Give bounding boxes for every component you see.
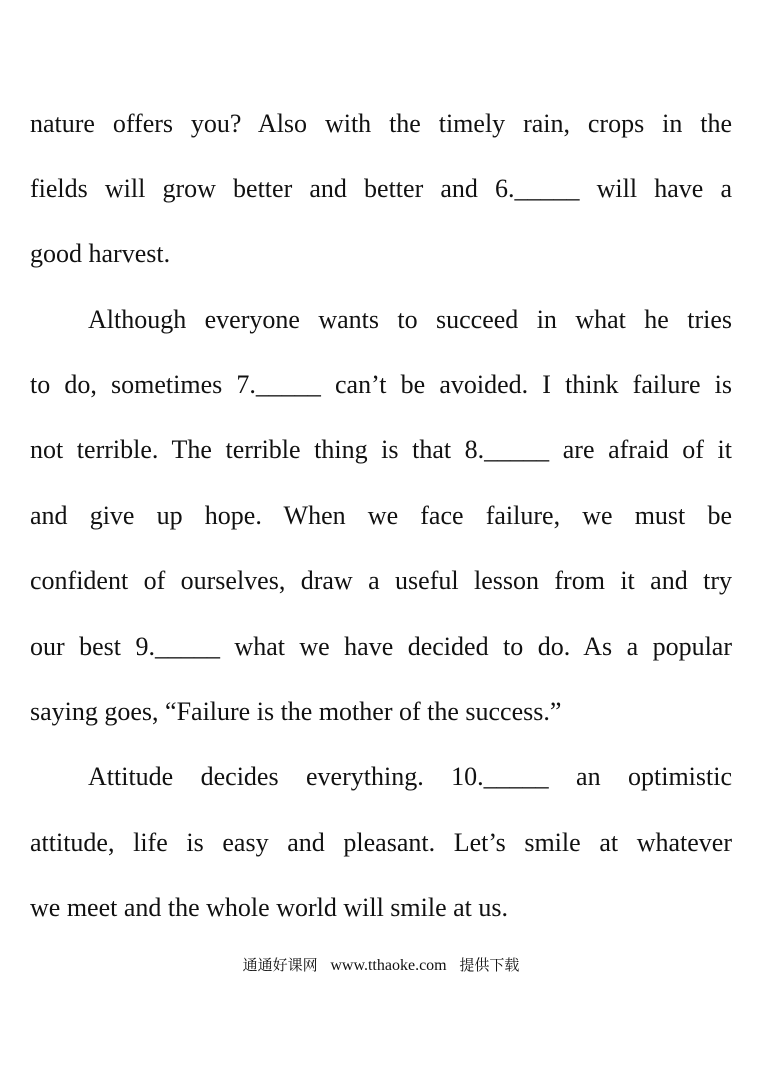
text-line: nature offers you? Also with the timely rain, crops in the <box>30 109 732 138</box>
text-line: we meet and the whole world will smile at us. <box>30 893 509 922</box>
text-line: good harvest. <box>30 239 171 268</box>
text-line: not terrible. The terrible thing is that 8._____ are afraid of it <box>30 435 732 464</box>
paragraph-first-line: Attitude decides everything. 10._____ an optimistic <box>88 762 732 791</box>
text-line: saying goes, “Failure is the mother of the success.” <box>30 697 562 726</box>
footer-brand: 通通好课网 <box>242 956 318 974</box>
text-line: fields will grow better and better and 6._____ will have a <box>30 174 732 203</box>
text-line: confident of ourselves, draw a useful lesson from it and try <box>30 566 732 595</box>
text-line: our best 9._____ what we have decided to do. As a popular <box>30 632 732 661</box>
page-footer <box>0 954 762 977</box>
paragraph-first-line: Although everyone wants to succeed in what he tries <box>88 305 732 334</box>
text-line: attitude, life is easy and pleasant. Let’s smile at whatever <box>30 828 732 857</box>
footer-site-link[interactable]: www.tthaoke.com <box>330 957 447 974</box>
text-line: to do, sometimes 7._____ can’t be avoided. I think failure is <box>30 370 732 399</box>
footer-note: 提供下载 <box>459 956 520 974</box>
text-line: and give up hope. When we face failure, we must be <box>30 501 732 530</box>
